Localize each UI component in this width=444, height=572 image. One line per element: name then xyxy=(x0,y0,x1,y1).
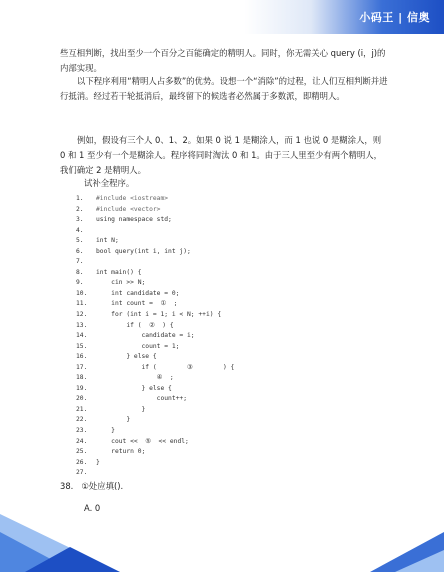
code-line-number: 10. xyxy=(76,289,88,297)
code-line-text: return 0; xyxy=(96,448,146,456)
code-line xyxy=(76,468,234,479)
code-line-number: 8. xyxy=(76,268,84,276)
paragraph-2: 以下程序利用“精明人占多数”的优势。设想一个“消除”的过程，让人们互相判断并进行抵消。经过若干轮抵消后，最终留下的候选者必然属于多数派，即精明人。 xyxy=(60,76,388,101)
code-line-text: int candidate = 0; xyxy=(96,289,180,297)
code-line-number: 11. xyxy=(76,300,88,308)
code-line-number: 25. xyxy=(76,448,88,456)
code-line-number: 20. xyxy=(76,395,88,403)
code-line-number: 23. xyxy=(76,427,88,435)
code-line-text: using namespace std; xyxy=(96,216,172,224)
code-line xyxy=(76,394,234,405)
code-line xyxy=(76,310,234,321)
code-line-number: 3. xyxy=(76,216,84,224)
code-line-number: 5. xyxy=(76,237,84,245)
code-line xyxy=(76,405,234,416)
code-line-text: } else { xyxy=(96,384,172,392)
code-line-number: 22. xyxy=(76,416,88,424)
code-line-number: 4. xyxy=(76,226,84,234)
code-line-number: 6. xyxy=(76,247,84,255)
code-line-number: 18. xyxy=(76,374,88,382)
code-line xyxy=(76,215,234,226)
code-line-text: int count = ① ; xyxy=(96,300,178,308)
code-line-text: for (int i = 1; i < N; ++i) { xyxy=(96,311,222,319)
code-line-number: 24. xyxy=(76,437,88,445)
code-line-text: if ( ③ ) { xyxy=(96,363,235,371)
code-line-text: count = 1; xyxy=(96,342,180,350)
code-line-number: 21. xyxy=(76,405,88,413)
code-line-text: } xyxy=(96,458,100,466)
code-line xyxy=(76,384,234,395)
code-line xyxy=(76,437,234,448)
code-line-text: ④ ; xyxy=(96,374,174,382)
code-line-number: 26. xyxy=(76,458,88,466)
code-line-text: } xyxy=(96,405,146,413)
code-line-number: 27. xyxy=(76,469,88,477)
code-line-number: 2. xyxy=(76,205,84,213)
code-line-text: cout << ⑤ << endl; xyxy=(96,437,189,445)
code-line xyxy=(76,299,234,310)
code-line-text: } xyxy=(96,427,115,435)
code-block xyxy=(76,194,234,479)
code-line xyxy=(76,247,234,258)
code-line xyxy=(76,205,234,216)
code-line xyxy=(76,415,234,426)
corner-decoration xyxy=(0,492,444,572)
question-number: 38. xyxy=(60,481,74,491)
code-line xyxy=(76,331,234,342)
code-line-text: #include <vector> xyxy=(96,205,161,213)
code-line-text: count++; xyxy=(96,395,187,403)
code-line-text: } else { xyxy=(96,353,157,361)
code-line-number: 17. xyxy=(76,363,88,371)
code-line xyxy=(76,321,234,332)
paragraph-1: 些互相判断，找出至少一个百分之百能确定的精明人。同时，你无需关心 query (i，j)的内部实现。 xyxy=(60,48,386,73)
code-line xyxy=(76,194,234,205)
code-line xyxy=(76,352,234,363)
code-line xyxy=(76,226,234,237)
option-a[interactable]: A. 0 xyxy=(84,503,101,513)
code-line xyxy=(76,426,234,437)
question xyxy=(60,480,123,492)
code-line xyxy=(76,289,234,300)
code-line-text: candidate = i; xyxy=(96,332,195,340)
paragraph-3: 例如，假设有三个人 0、1、2。如果 0 说 1 是糊涂人，而 1 也说 0 是糊涂人，则 0 和 1 至少有一个是糊涂人。程序将同时淘汰 0 和 1。由于三人里至少有两个精明人，我们确定 2 是精明人。 xyxy=(60,135,383,175)
code-line-number: 14. xyxy=(76,332,88,340)
code-line-text: cin >> N; xyxy=(96,279,146,287)
instruction-text: 试补全程序。 xyxy=(84,178,135,188)
code-line-text: int main() { xyxy=(96,268,142,276)
code-line-number: 1. xyxy=(76,195,84,202)
code-line-number: 7. xyxy=(76,258,84,266)
header-band xyxy=(0,0,444,34)
code-line xyxy=(76,257,234,268)
code-line xyxy=(76,342,234,353)
code-line-number: 13. xyxy=(76,321,88,329)
code-line-text: if ( ② ) { xyxy=(96,321,174,329)
brand-logo: 小码王 | 信奥 xyxy=(359,11,430,24)
code-line-number: 19. xyxy=(76,384,88,392)
code-line xyxy=(76,268,234,279)
code-line xyxy=(76,447,234,458)
code-line xyxy=(76,458,234,469)
code-line xyxy=(76,363,234,374)
code-line-text: int N; xyxy=(96,237,119,245)
question-text: ①处应填(). xyxy=(81,481,124,491)
code-line xyxy=(76,278,234,289)
code-line-text: #include <iostream> xyxy=(96,195,169,202)
code-line-text: } xyxy=(96,416,131,424)
code-line-number: 12. xyxy=(76,311,88,319)
code-line-number: 9. xyxy=(76,279,84,287)
code-line xyxy=(76,373,234,384)
code-line-text: bool query(int i, int j); xyxy=(96,247,191,255)
code-line-number: 15. xyxy=(76,342,88,350)
code-line-number: 16. xyxy=(76,353,88,361)
code-line xyxy=(76,236,234,247)
